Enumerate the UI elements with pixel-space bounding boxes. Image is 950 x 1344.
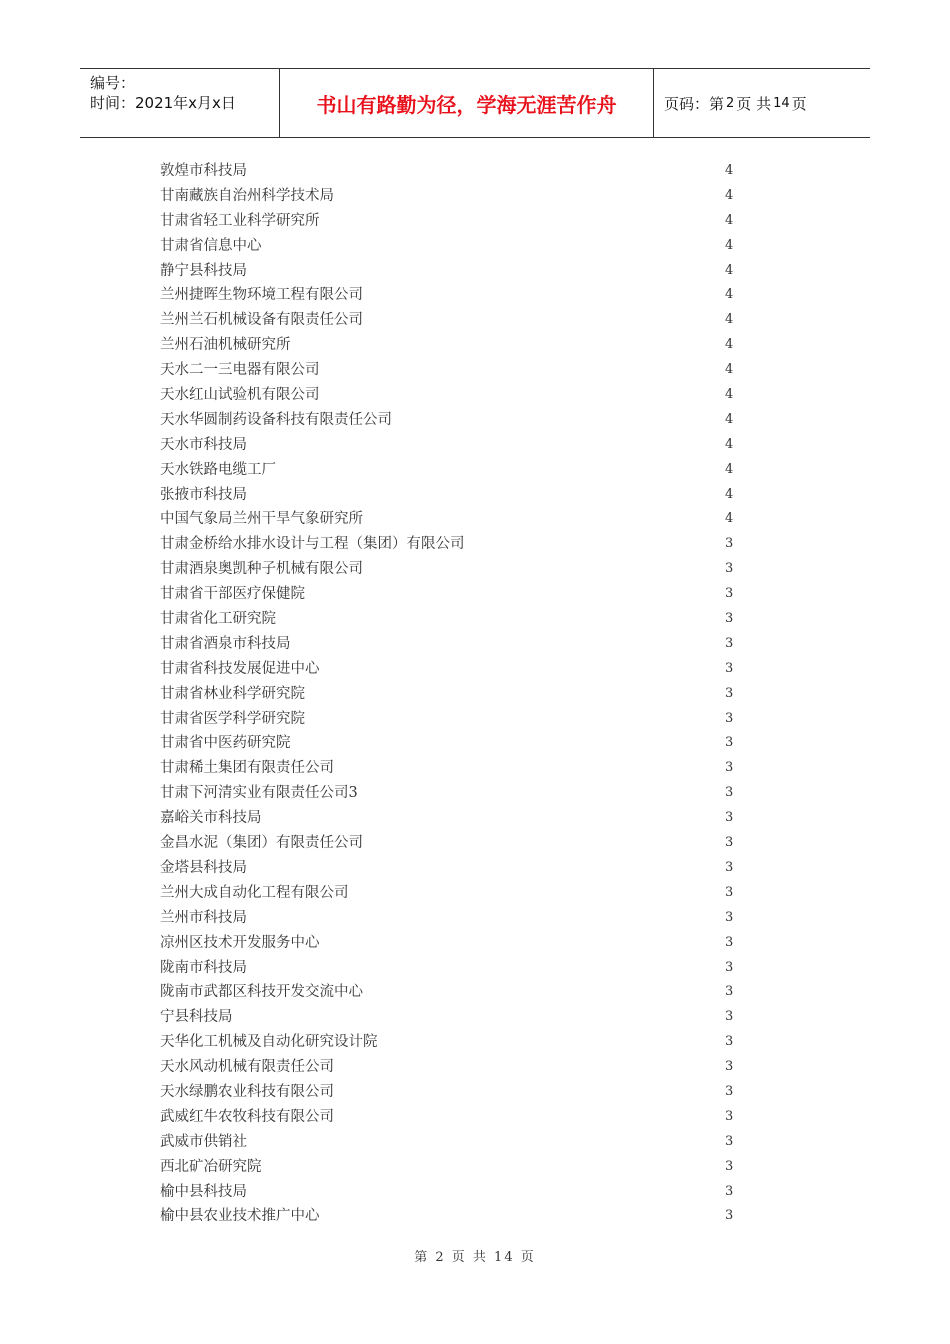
organization-value: 3 <box>725 785 734 801</box>
header-motto: 书山有路勤为径，学海无涯苦作舟 <box>280 69 654 137</box>
list-item <box>160 1204 740 1229</box>
list-item <box>160 184 740 209</box>
organization-name: 甘南藏族自治州科学技术局 <box>160 187 334 204</box>
list-item <box>160 856 740 881</box>
list-item <box>160 756 740 781</box>
organization-value: 3 <box>725 1208 734 1224</box>
organization-name: 凉州区技术开发服务中心 <box>160 934 320 951</box>
header-meta <box>80 69 280 137</box>
organization-value: 3 <box>725 810 734 826</box>
organization-value: 4 <box>725 337 734 353</box>
list-item <box>160 1080 740 1105</box>
list-item <box>160 1105 740 1130</box>
organization-value: 4 <box>725 436 734 452</box>
organization-name: 甘肃省中医药研究院 <box>160 735 291 752</box>
organization-value: 3 <box>725 1158 734 1174</box>
list-item <box>160 1030 740 1055</box>
organization-name: 金昌水泥（集团）有限责任公司 <box>160 835 363 852</box>
organization-name: 天水二一三电器有限公司 <box>160 362 320 379</box>
organization-value: 3 <box>725 884 734 900</box>
organization-name: 天水风动机械有限责任公司 <box>160 1059 334 1076</box>
list-item <box>160 881 740 906</box>
list-item <box>160 731 740 756</box>
organization-name: 天水铁路电缆工厂 <box>160 461 276 478</box>
list-item <box>160 906 740 931</box>
organization-name: 敦煌市科技局 <box>160 163 247 179</box>
organization-value: 4 <box>725 163 734 178</box>
organization-value: 3 <box>725 1009 734 1025</box>
organization-name: 西北矿冶研究院 <box>160 1158 262 1175</box>
organization-name: 甘肃省科技发展促进中心 <box>160 660 320 677</box>
list-item <box>160 707 740 732</box>
organization-name: 嘉峪关市科技局 <box>160 810 262 827</box>
organization-value: 4 <box>725 362 734 378</box>
organization-value: 4 <box>725 486 734 502</box>
page-current: 2 <box>726 95 735 111</box>
list-item <box>160 209 740 234</box>
organization-value: 4 <box>725 237 734 253</box>
organization-name: 甘肃酒泉奥凯种子机械有限公司 <box>160 561 363 578</box>
document-number-label: 编号： <box>90 74 136 92</box>
organization-value: 3 <box>725 635 734 651</box>
organization-name: 甘肃稀土集团有限责任公司 <box>160 760 334 777</box>
organization-value: 4 <box>725 312 734 328</box>
list-item <box>160 781 740 806</box>
organization-value: 4 <box>725 511 734 527</box>
organization-name: 榆中县农业技术推广中心 <box>160 1208 320 1225</box>
organization-value: 3 <box>725 859 734 875</box>
organization-value: 3 <box>725 1108 734 1124</box>
organization-value: 3 <box>725 959 734 975</box>
organization-value: 4 <box>725 287 734 303</box>
organization-name: 陇南市武都区科技开发交流中心 <box>160 984 363 1001</box>
organization-name: 甘肃省林业科学研究院 <box>160 685 305 702</box>
list-item <box>160 657 740 682</box>
list-item <box>160 532 740 557</box>
organization-name: 兰州石油机械研究所 <box>160 337 291 354</box>
organization-name: 天水市科技局 <box>160 436 247 453</box>
organization-value: 3 <box>725 1034 734 1050</box>
organization-name: 天华化工机械及自动化研究设计院 <box>160 1034 378 1051</box>
organization-value: 3 <box>725 934 734 950</box>
organization-list <box>160 159 740 1229</box>
list-item <box>160 259 740 284</box>
organization-value: 3 <box>725 984 734 1000</box>
organization-value: 3 <box>725 1083 734 1099</box>
organization-name: 甘肃下河清实业有限责任公司3 <box>160 785 358 802</box>
organization-value: 4 <box>725 212 734 228</box>
organization-name: 兰州兰石机械设备有限责任公司 <box>160 312 363 329</box>
list-item <box>160 159 740 184</box>
organization-value: 4 <box>725 187 734 203</box>
organization-name: 甘肃省医学科学研究院 <box>160 710 305 727</box>
organization-value: 3 <box>725 611 734 627</box>
organization-name: 兰州大成自动化工程有限公司 <box>160 884 349 901</box>
page-mid: 页 共 <box>736 94 772 113</box>
organization-value: 3 <box>725 586 734 602</box>
list-item <box>160 308 740 333</box>
organization-name: 兰州市科技局 <box>160 909 247 926</box>
list-item <box>160 980 740 1005</box>
organization-value: 3 <box>725 835 734 851</box>
organization-name: 中国气象局兰州干旱气象研究所 <box>160 511 363 528</box>
header-page-info <box>654 69 870 137</box>
organization-name: 宁县科技局 <box>160 1009 233 1026</box>
list-item <box>160 433 740 458</box>
organization-name: 甘肃省轻工业科学研究所 <box>160 212 320 229</box>
list-item <box>160 333 740 358</box>
list-item <box>160 557 740 582</box>
list-item <box>160 234 740 259</box>
organization-value: 3 <box>725 760 734 776</box>
organization-name: 陇南市科技局 <box>160 959 247 976</box>
organization-value: 4 <box>725 262 734 278</box>
list-item <box>160 632 740 657</box>
list-item <box>160 831 740 856</box>
list-item <box>160 931 740 956</box>
list-item <box>160 1055 740 1080</box>
organization-name: 武威红牛农牧科技有限公司 <box>160 1108 334 1125</box>
list-item <box>160 956 740 981</box>
document-time-label: 时间：2021年x月x日 <box>90 94 236 112</box>
list-item <box>160 483 740 508</box>
organization-value: 4 <box>725 461 734 477</box>
organization-name: 榆中县科技局 <box>160 1183 247 1200</box>
organization-name: 武威市供销社 <box>160 1133 247 1150</box>
page-header <box>80 68 870 138</box>
organization-name: 甘肃省干部医疗保健院 <box>160 586 305 603</box>
organization-name: 甘肃金桥给水排水设计与工程（集团）有限公司 <box>160 536 465 553</box>
organization-value: 4 <box>725 411 734 427</box>
page-prefix: 页码：第 <box>664 94 725 113</box>
list-item <box>160 607 740 632</box>
list-item <box>160 283 740 308</box>
organization-name: 张掖市科技局 <box>160 486 247 503</box>
organization-name: 天水红山试验机有限公司 <box>160 387 320 404</box>
organization-name: 天水绿鹏农业科技有限公司 <box>160 1083 334 1100</box>
organization-value: 3 <box>725 710 734 726</box>
list-item <box>160 582 740 607</box>
organization-value: 3 <box>725 909 734 925</box>
list-item <box>160 383 740 408</box>
organization-name: 天水华圆制药设备科技有限责任公司 <box>160 411 392 428</box>
list-item <box>160 1155 740 1180</box>
list-item <box>160 1180 740 1205</box>
organization-name: 兰州捷晖生物环境工程有限公司 <box>160 287 363 304</box>
page-total: 14 <box>773 95 790 111</box>
organization-value: 3 <box>725 660 734 676</box>
organization-name: 金塔县科技局 <box>160 859 247 876</box>
organization-name: 甘肃省酒泉市科技局 <box>160 635 291 652</box>
organization-value: 3 <box>725 1183 734 1199</box>
list-item <box>160 806 740 831</box>
page-footer: 第 2 页 共 14 页 <box>414 1250 536 1265</box>
list-item <box>160 1130 740 1155</box>
list-item <box>160 682 740 707</box>
organization-value: 3 <box>725 685 734 701</box>
organization-value: 3 <box>725 561 734 577</box>
organization-name: 甘肃省化工研究院 <box>160 611 276 628</box>
organization-value: 3 <box>725 1133 734 1149</box>
list-item <box>160 408 740 433</box>
organization-name: 甘肃省信息中心 <box>160 237 262 254</box>
page-suffix: 页 <box>791 94 807 113</box>
list-item <box>160 458 740 483</box>
organization-value: 3 <box>725 1059 734 1075</box>
organization-value: 4 <box>725 387 734 403</box>
list-item <box>160 358 740 383</box>
list-item <box>160 507 740 532</box>
organization-value: 3 <box>725 536 734 552</box>
organization-name: 静宁县科技局 <box>160 262 247 279</box>
list-item <box>160 1005 740 1030</box>
organization-value: 3 <box>725 735 734 751</box>
